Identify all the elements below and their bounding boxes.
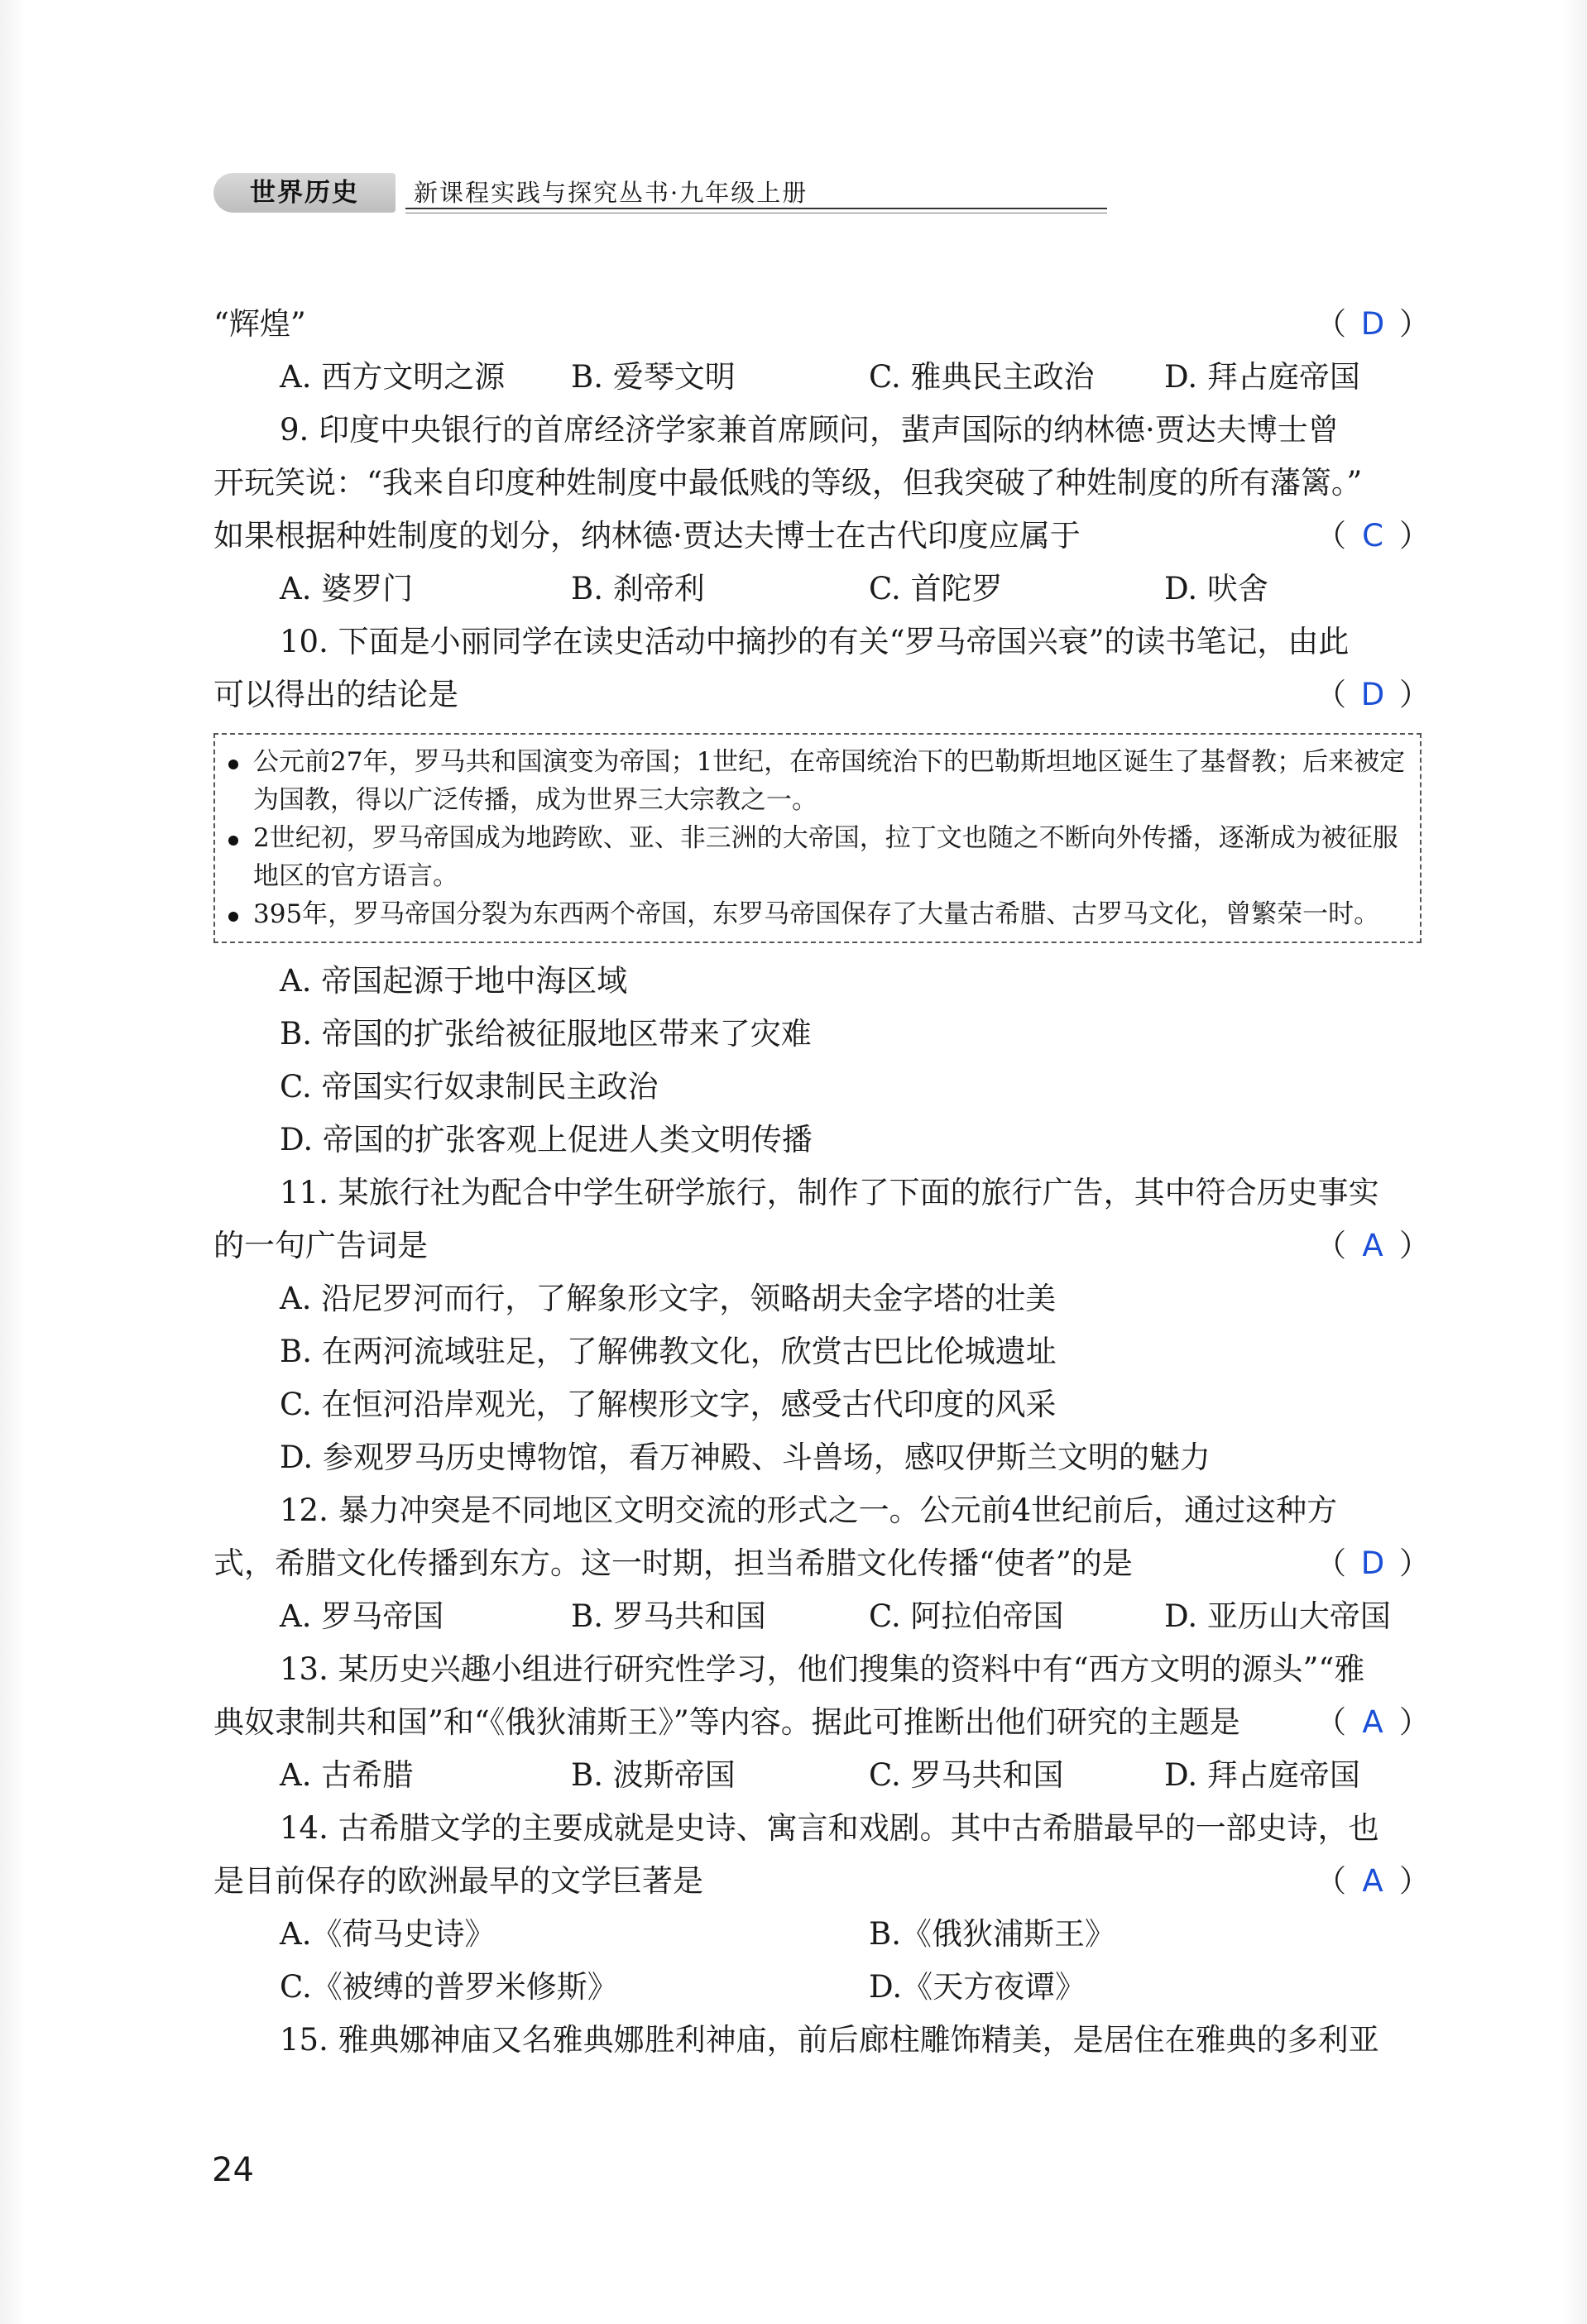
question-line: 14. 古希腊文学的主要成就是史诗、寓言和戏剧。其中古希腊最早的一部史诗，也 <box>280 1810 1379 1846</box>
question-line <box>213 1696 1430 1749</box>
question-text: 式，希腊文化传播到东方。这一时期，担当希腊文化传播“使者”的是 <box>213 1545 1133 1581</box>
question-text: “辉煌” <box>213 306 306 342</box>
answer-bracket: （ D ） <box>1316 298 1430 351</box>
answer-bracket: （ A ） <box>1316 1855 1430 1908</box>
reading-notes-box <box>213 733 1422 943</box>
option-d: D. 参观罗马历史博物馆，看万神殿、斗兽场，感叹伊斯兰文明的魅力 <box>280 1440 1211 1475</box>
option-a: A. 古希腊 <box>280 1757 414 1793</box>
question-line <box>213 1537 1430 1590</box>
question-text: 是目前保存的欧洲最早的文学巨著是 <box>213 1863 703 1899</box>
question-text: 典奴隶制共和国”和“《俄狄浦斯王》”等内容。据此可推断出他们研究的主题是 <box>213 1704 1240 1740</box>
question-line <box>213 668 1430 721</box>
bullet-icon <box>228 759 238 769</box>
option-a: A. 西方文明之源 <box>280 359 506 395</box>
note-item <box>228 895 1407 933</box>
answer-letter: D <box>1360 677 1385 712</box>
option-d: D. 帝国的扩张客观上促进人类文明传播 <box>280 1122 813 1157</box>
section-tab: 世界历史 <box>213 173 396 213</box>
question-line <box>213 510 1430 563</box>
question-line: 10. 下面是小丽同学在读史活动中摘抄的有关“罗马帝国兴衰”的读书笔记，由此 <box>280 624 1350 659</box>
question-line <box>213 1855 1430 1908</box>
note-item <box>228 819 1407 895</box>
option-d: D.《天方夜谭》 <box>869 1969 1086 2005</box>
question-line: 15. 雅典娜神庙又名雅典娜胜利神庙，前后廊柱雕饰精美，是居住在雅典的多利亚 <box>280 2022 1379 2058</box>
option-a: A. 婆罗门 <box>280 571 414 606</box>
options-row <box>213 1908 1430 1961</box>
note-text: 395年，罗马帝国分裂为东西两个帝国，东罗马帝国保存了大量古希腊、古罗马文化，曾繁荣一时。 <box>253 899 1380 929</box>
note-item <box>228 743 1407 819</box>
options-row <box>213 1749 1430 1802</box>
option-b: B. 波斯帝国 <box>571 1757 736 1793</box>
options-row <box>213 351 1430 404</box>
option-b: B.《俄狄浦斯王》 <box>869 1916 1115 1952</box>
option-c: C. 阿拉伯帝国 <box>869 1598 1064 1634</box>
page-content <box>213 298 1430 2067</box>
answer-bracket: （ D ） <box>1316 1537 1430 1590</box>
bullet-icon <box>228 836 238 846</box>
answer-letter: D <box>1360 1545 1385 1581</box>
options-row <box>213 1590 1430 1643</box>
answer-letter: A <box>1362 1863 1383 1899</box>
option-c: C. 帝国实行奴隶制民主政治 <box>280 1069 659 1104</box>
option-c: C. 在恒河沿岸观光，了解楔形文字，感受古代印度的风采 <box>280 1387 1057 1422</box>
page-number: 24 <box>212 2151 254 2189</box>
options-row <box>213 563 1430 616</box>
option-b: B. 在两河流域驻足，了解佛教文化，欣赏古巴比伦城遗址 <box>280 1334 1057 1369</box>
question-line: 13. 某历史兴趣小组进行研究性学习，他们搜集的资料中有“西方文明的源头”“雅 <box>280 1651 1365 1687</box>
question-text: 的一句广告词是 <box>213 1228 428 1263</box>
note-text: 公元前27年，罗马共和国演变为帝国；1世纪，在帝国统治下的巴勒斯坦地区诞生了基督教；后来被定为国教，得以广泛传播，成为世界三大宗教之一。 <box>253 747 1406 815</box>
option-d: D. 拜占庭帝国 <box>1164 1757 1360 1793</box>
header-rule <box>405 208 1107 209</box>
option-c: C. 雅典民主政治 <box>869 359 1095 395</box>
options-row <box>213 1961 1430 2014</box>
question-line: 开玩笑说：“我来自印度种姓制度中最低贱的等级，但我突破了种姓制度的所有藩篱。” <box>213 465 1363 501</box>
question-text: 可以得出的结论是 <box>213 677 458 712</box>
answer-letter: A <box>1362 1704 1383 1740</box>
option-b: B. 爱琴文明 <box>571 359 736 395</box>
question-line: 12. 暴力冲突是不同地区文明交流的形式之一。公元前4世纪前后，通过这种方 <box>280 1493 1338 1528</box>
question-line <box>213 1220 1430 1272</box>
answer-bracket: （ D ） <box>1316 668 1430 721</box>
page-header <box>213 170 892 216</box>
question-line <box>213 298 1430 351</box>
option-c: C.《被缚的普罗米修斯》 <box>280 1969 618 2005</box>
question-line: 9. 印度中央银行的首席经济学家兼首席顾问，蜚声国际的纳林德·贾达夫博士曾 <box>280 412 1339 448</box>
option-d: D. 亚历山大帝国 <box>1164 1598 1391 1634</box>
question-line: 11. 某旅行社为配合中学生研学旅行，制作了下面的旅行广告，其中符合历史事实 <box>280 1175 1379 1210</box>
answer-letter: D <box>1360 306 1385 342</box>
bullet-icon <box>228 912 238 922</box>
answer-bracket: （ A ） <box>1316 1696 1430 1749</box>
answer-bracket: （ C ） <box>1316 510 1430 563</box>
option-a: A. 沿尼罗河而行，了解象形文字，领略胡夫金字塔的壮美 <box>280 1281 1057 1316</box>
option-b: B. 刹帝利 <box>571 571 705 606</box>
answer-letter: C <box>1362 518 1383 553</box>
option-b: B. 帝国的扩张给被征服地区带来了灾难 <box>280 1016 812 1052</box>
option-d: D. 拜占庭帝国 <box>1164 359 1360 395</box>
option-a: A. 帝国起源于地中海区域 <box>280 963 628 999</box>
option-c: C. 首陀罗 <box>869 571 1003 606</box>
option-a: A. 罗马帝国 <box>280 1598 444 1634</box>
option-a: A.《荷马史诗》 <box>280 1916 496 1952</box>
option-c: C. 罗马共和国 <box>869 1757 1064 1793</box>
series-title: 新课程实践与探究丛书·九年级上册 <box>414 179 808 207</box>
option-b: B. 罗马共和国 <box>571 1598 766 1634</box>
question-text: 如果根据种姓制度的划分，纳林德·贾达夫博士在古代印度应属于 <box>213 518 1081 553</box>
answer-bracket: （ A ） <box>1316 1220 1430 1272</box>
answer-letter: A <box>1362 1228 1383 1263</box>
option-d: D. 吠舍 <box>1164 571 1268 606</box>
note-text: 2世纪初，罗马帝国成为地跨欧、亚、非三洲的大帝国，拉丁文也随之不断向外传播，逐渐成为被征服地区的官方语言。 <box>253 823 1398 891</box>
